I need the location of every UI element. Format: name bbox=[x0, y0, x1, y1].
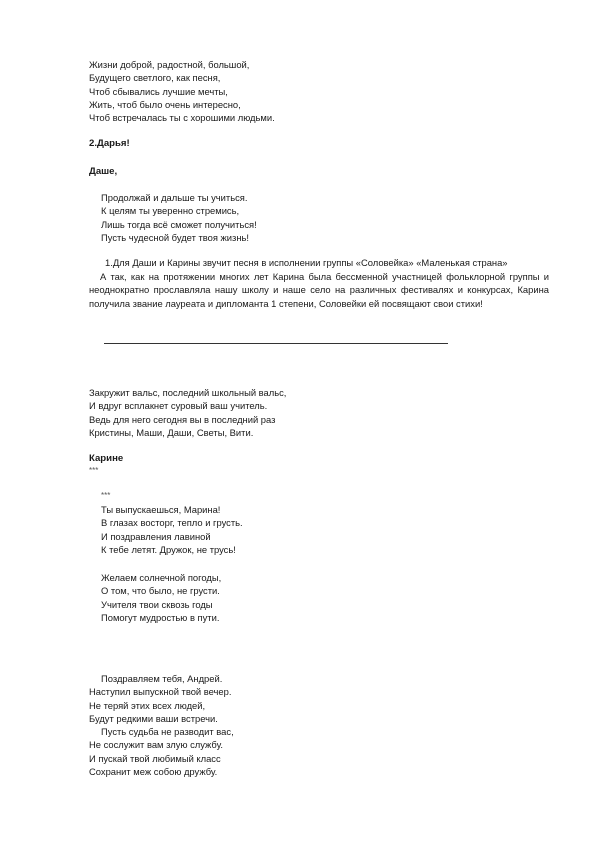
poem-line: Наступил выпускной твой вечер. bbox=[89, 686, 232, 698]
heading-karine: Карине bbox=[89, 453, 124, 464]
poem-line: Закружит вальс, последний школьный вальс, bbox=[89, 387, 287, 398]
poem-line: Не теряй этих всех людей, bbox=[89, 699, 206, 711]
prose-paragraph: 1.Для Даши и Карины звучит песня в исполнении группы «Соловейка» «Маленькая страна» bbox=[105, 257, 508, 268]
poem-line: Поздравляем тебя, Андрей. bbox=[101, 673, 223, 684]
poem-marina bbox=[101, 503, 243, 556]
poem-weather bbox=[101, 571, 221, 624]
poem-line: Пусть чудесной будет твоя жизнь! bbox=[101, 231, 250, 243]
heading-daria: 2.Дарья! bbox=[89, 138, 130, 149]
poem-line: Кристины, Маши, Даши, Светы, Вити. bbox=[89, 426, 254, 438]
poem-line: Жизни доброй, радостной, большой, bbox=[89, 59, 250, 70]
poem-line: Ты выпускаешься, Марина! bbox=[101, 504, 221, 515]
poem-line: В глазах восторг, тепло и грусть. bbox=[101, 517, 243, 529]
stars-separator: *** bbox=[101, 491, 111, 500]
prose-block bbox=[89, 256, 549, 310]
poem-line: И пускай твой любимый класс bbox=[89, 752, 221, 764]
poem-line: Учителя твои сквозь годы bbox=[101, 598, 213, 610]
stars-separator: *** bbox=[89, 466, 99, 475]
poem-line: Не сослужит вам злую службу. bbox=[89, 739, 223, 751]
poem-line: К целям ты уверенно стремись, bbox=[101, 205, 240, 217]
poem-line: Жить, чтоб было очень интересно, bbox=[89, 98, 241, 110]
poem-wishes bbox=[89, 58, 275, 124]
poem-dasha bbox=[101, 191, 257, 244]
poem-line: Чтоб встречалась ты с хорошими людьми. bbox=[89, 112, 275, 124]
poem-line: Лишь тогда всё сможет получиться! bbox=[101, 218, 257, 230]
poem-line: Чтоб сбывались лучшие мечты, bbox=[89, 85, 228, 97]
poem-line: Желаем солнечной погоды, bbox=[101, 572, 222, 583]
poem-line: Будут редкими ваши встречи. bbox=[89, 712, 218, 724]
heading-dashe: Даше, bbox=[89, 166, 118, 177]
poem-line: Помогут мудростью в пути. bbox=[101, 611, 220, 623]
poem-andrey bbox=[89, 672, 234, 778]
poem-line: И поздравления лавиной bbox=[101, 530, 211, 542]
poem-line: Сохранит меж собою дружбу. bbox=[89, 766, 218, 778]
poem-line: Пусть судьба не разводит вас, bbox=[101, 726, 234, 738]
poem-line: Будущего светлого, как песня, bbox=[89, 72, 221, 84]
poem-line: О том, что было, не грусти. bbox=[101, 585, 220, 597]
prose-paragraph: А так, как на протяжении многих лет Карина была бессменной участницей фольклорной группы и неоднократно прославляла нашу школу и наше село на различных фестивалях и конкурсах, Карина получила звание лауреата и дипломанта 1 степени, Соловейки ей посвящают свои стихи! bbox=[89, 270, 549, 309]
poem-line: И вдруг всплакнет суровый ваш учитель. bbox=[89, 400, 268, 412]
poem-waltz bbox=[89, 386, 286, 439]
poem-line: Продолжай и дальше ты учиться. bbox=[101, 192, 248, 203]
poem-line: К тебе летят. Дружок, не трусь! bbox=[101, 543, 236, 555]
poem-line: Ведь для него сегодня вы в последний раз bbox=[89, 413, 276, 425]
divider-line bbox=[104, 343, 448, 344]
